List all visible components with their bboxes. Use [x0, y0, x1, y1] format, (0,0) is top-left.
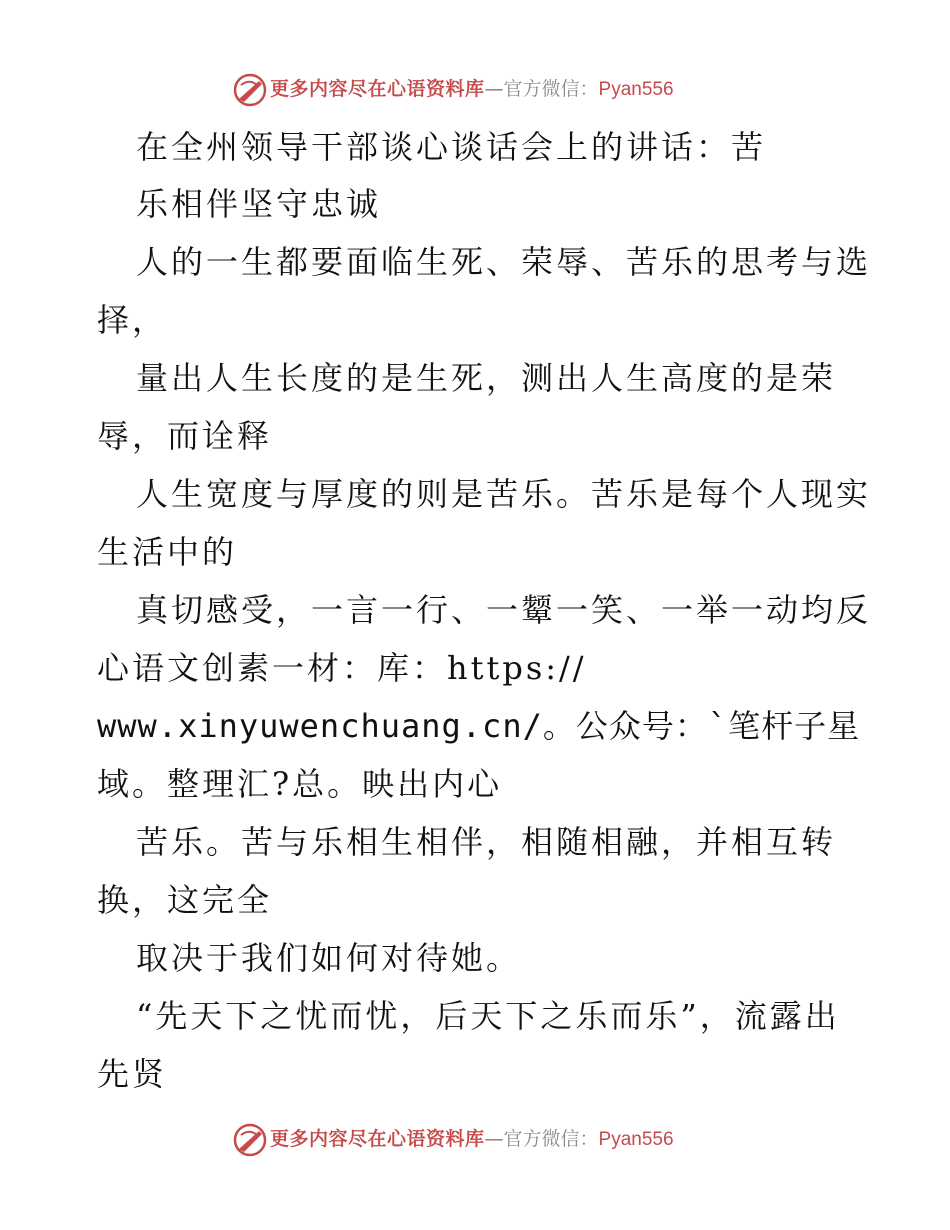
- footer-banner: [0, 1120, 950, 1160]
- body-line: 乐相伴坚守忠诚: [136, 185, 382, 223]
- banner-text: [270, 76, 674, 103]
- body-line: 先贤: [97, 1055, 168, 1093]
- body-line: 量出人生长度的是生死，测出人生高度的是荣: [136, 359, 837, 397]
- pen-logo-icon: [232, 1122, 268, 1158]
- body-line: 在全州领导干部谈心谈话会上的讲话：苦: [136, 128, 767, 166]
- banner-wechat-id: Pyan556: [598, 1129, 674, 1150]
- body-line: 辱，而诠释: [97, 417, 273, 455]
- body-line: 人生宽度与厚度的则是苦乐。苦乐是每个人现实: [136, 475, 872, 513]
- banner-text: [270, 1126, 674, 1153]
- banner-promo-text: 更多内容尽在心语资料库: [270, 1128, 485, 1150]
- body-line: 苦乐。苦与乐相生相伴，相随相融，并相互转: [136, 823, 837, 861]
- banner-dash: —: [484, 1128, 504, 1150]
- body-line: 域。整理汇?总。映出内心: [97, 765, 503, 803]
- banner-wechat-label: 官方微信：: [503, 1128, 599, 1150]
- banner-wechat-label: 官方微信：: [503, 78, 599, 100]
- pen-logo-icon: [232, 72, 268, 108]
- banner-promo-text: 更多内容尽在心语资料库: [270, 78, 485, 100]
- body-line: 真切感受，一言一行、一颦一笑、一举一动均反: [136, 591, 872, 629]
- body-line: 取决于我们如何对待她。: [136, 939, 522, 977]
- body-line: 人的一生都要面临生死、荣辱、苦乐的思考与选: [136, 243, 872, 281]
- banner-dash: —: [484, 78, 504, 100]
- body-line-url: www.xinyuwenchuang.cn/。公众号：`笔杆子星: [97, 707, 861, 745]
- body-line: 生活中的: [97, 533, 238, 571]
- body-line: “先天下之忧而忧，后天下之乐而乐”，流露出: [136, 997, 840, 1035]
- body-line: 换，这完全: [97, 881, 273, 919]
- header-banner: [0, 70, 950, 110]
- banner-wechat-id: Pyan556: [598, 79, 674, 100]
- body-line: 择，: [97, 301, 168, 339]
- body-line: 心语文创素一材：库：https://: [97, 649, 587, 687]
